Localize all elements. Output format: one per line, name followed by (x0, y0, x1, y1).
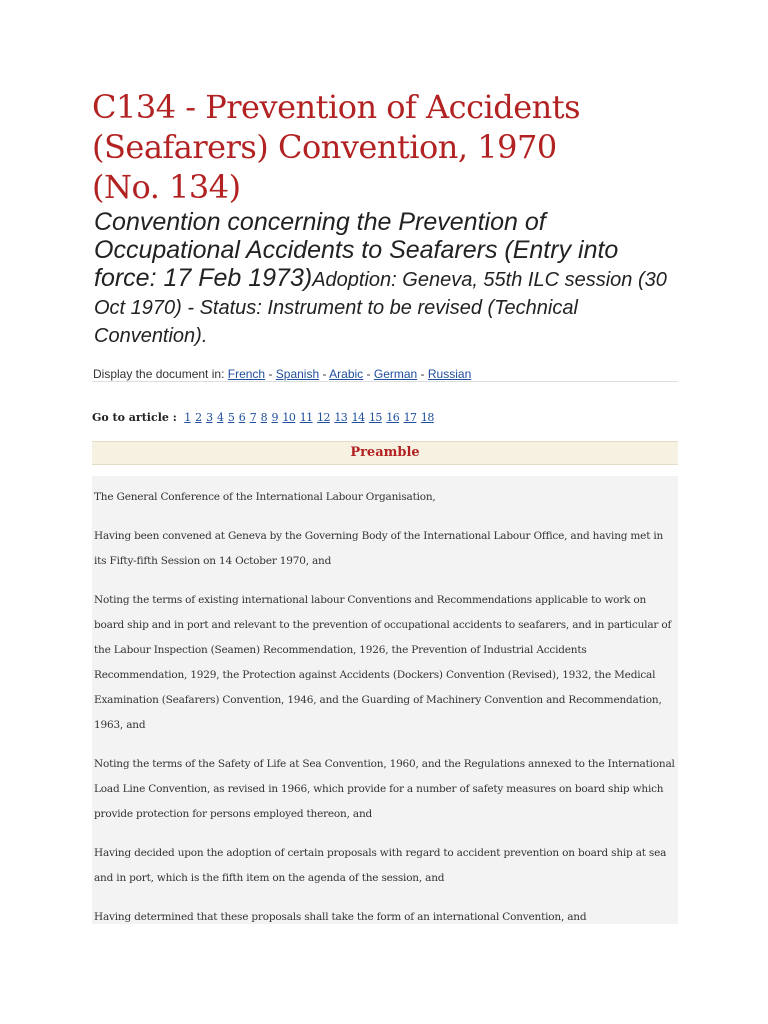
preamble-heading-label: Preamble (350, 445, 420, 460)
article-link-2[interactable]: 2 (195, 411, 202, 424)
preamble-paragraph: Having decided upon the adoption of certain proposals with regard to accident prevention on board ship at sea and in port, which is the fifth item on the agenda of the session, and (94, 847, 667, 884)
article-link-6[interactable]: 6 (238, 411, 246, 424)
article-link-18[interactable]: 18 (420, 411, 434, 424)
article-navigation (92, 411, 435, 424)
language-separator: - (417, 367, 428, 381)
article-link-17[interactable]: 17 (403, 411, 417, 424)
article-link-11[interactable]: 11 (299, 411, 313, 424)
language-link-spanish[interactable]: Spanish (275, 367, 320, 381)
goto-label: Go to article : (92, 411, 177, 424)
subtitle-meta: Adoption: Geneva, 55th ILC session (30 Oct 1970) - Status: Instrument to be revised (Technical Convention). (94, 269, 667, 347)
language-separator: - (265, 367, 276, 381)
preamble-paragraph: Noting the terms of the Safety of Life at Sea Convention, 1960, and the Regulations annexed to the International Load Line Convention, as revised in 1966, which provide for a number of safety measures on board ship which provide protection for persons employed thereon, and (94, 758, 675, 820)
language-link-arabic[interactable]: Arabic (329, 367, 364, 381)
preamble-heading (92, 441, 678, 465)
preamble-paragraph: The General Conference of the International Labour Organisation, (94, 491, 436, 503)
article-link-8[interactable]: 8 (260, 411, 268, 424)
language-link-russian[interactable]: Russian (427, 367, 472, 381)
language-link-french[interactable]: French (227, 367, 266, 381)
article-link-1[interactable]: 1 (184, 411, 191, 424)
page-title (92, 87, 692, 207)
article-link-10[interactable]: 10 (282, 411, 296, 424)
article-link-4[interactable]: 4 (216, 411, 224, 424)
title-line-3: (No. 134) (92, 168, 241, 206)
article-link-9[interactable]: 9 (271, 411, 278, 424)
preamble-paragraph: Noting the terms of existing international labour Conventions and Recommendations applicable to work on board ship and in port and relevant to the prevention of occupational accidents to seafarers, and in particular of the Labour Inspection (Seamen) Recommendation, 1926, the Prevention of Industrial Accidents Recommendation, 1929, the Protection against Accidents (Dockers) Convention (Revised), 1932, the Medical Examination (Seafarers) Convention, 1946, and the Guarding of Machinery Convention and Recommendation, 1963, and (94, 594, 672, 731)
article-link-13[interactable]: 13 (334, 411, 348, 424)
title-line-1: C134 - Prevention of Accidents (92, 88, 581, 126)
article-link-16[interactable]: 16 (386, 411, 400, 424)
display-languages (93, 367, 471, 381)
preamble-paragraph: Having determined that these proposals shall take the form of an international Convention, and (94, 911, 587, 923)
article-link-3[interactable]: 3 (206, 411, 213, 424)
divider (92, 381, 678, 382)
subtitle-main: Convention concerning the Prevention of Occupational Accidents to Seafarers (Entry into force: 17 Feb 1973) (94, 208, 619, 292)
convention-subtitle (94, 208, 684, 348)
title-line-2: (Seafarers) Convention, 1970 (92, 128, 557, 166)
preamble-paragraph: Having been convened at Geneva by the Governing Body of the International Labour Office, and having met in its Fifty-fifth Session on 14 October 1970, and (94, 530, 664, 567)
article-link-14[interactable]: 14 (351, 411, 365, 424)
language-separator: - (363, 367, 374, 381)
language-link-german[interactable]: German (373, 367, 418, 381)
article-link-7[interactable]: 7 (249, 411, 257, 424)
article-link-15[interactable]: 15 (368, 411, 382, 424)
preamble-content (92, 476, 678, 924)
article-link-5[interactable]: 5 (227, 411, 235, 424)
display-label: Display the document in: (93, 367, 225, 381)
language-separator: - (319, 367, 330, 381)
article-link-12[interactable]: 12 (317, 411, 330, 424)
